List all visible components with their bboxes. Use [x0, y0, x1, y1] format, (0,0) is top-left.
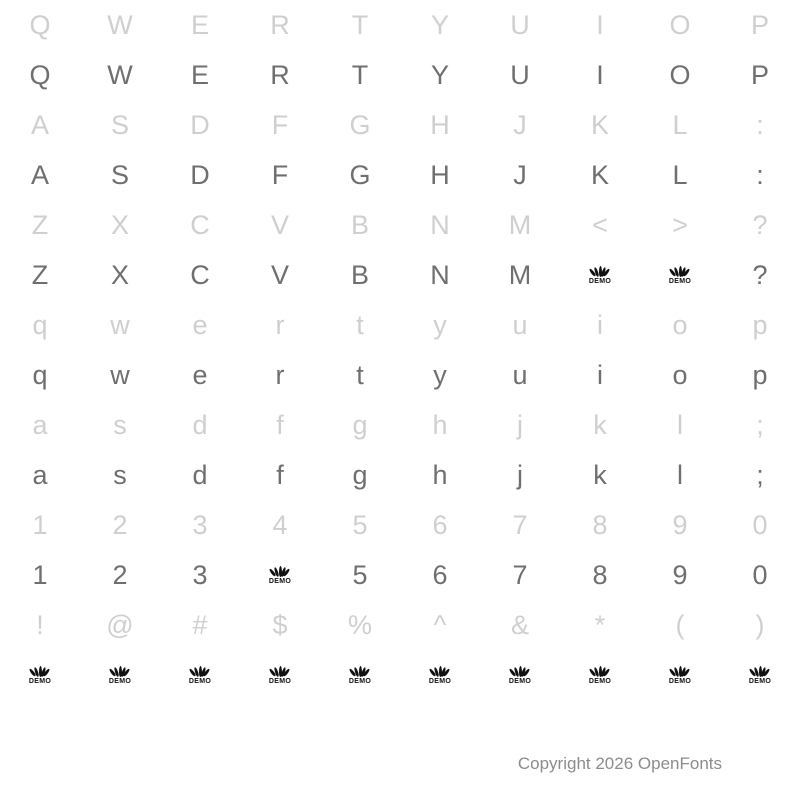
glyph-cell: 3	[192, 509, 208, 540]
glyph-cell: s	[113, 409, 127, 440]
glyph-cell: i	[597, 359, 603, 390]
demo-watermark-label: DEMO	[268, 677, 292, 685]
glyph-cell: j	[517, 459, 523, 490]
glyph-cell: 2	[112, 559, 128, 590]
glyph-cell: 0	[752, 509, 768, 540]
glyph-cell: a	[32, 409, 48, 440]
glyph-cell: 8	[592, 559, 608, 590]
glyph-cell: L	[672, 159, 688, 190]
glyph-cell: :	[756, 159, 764, 190]
glyph-cell: t	[356, 309, 364, 340]
glyph-cell: 4	[272, 509, 288, 540]
glyph-cell: F	[271, 159, 289, 190]
glyph-cell: q	[32, 359, 48, 390]
demo-watermark-label: DEMO	[188, 677, 212, 685]
glyph-cell: N	[430, 259, 450, 290]
glyph-cell: K	[590, 109, 609, 140]
demo-watermark-label: DEMO	[108, 677, 132, 685]
glyph-cell: ?	[752, 209, 768, 240]
glyph-cell: D	[190, 109, 210, 140]
demo-watermark-label: DEMO	[748, 677, 772, 685]
footer	[0, 754, 800, 774]
glyph-cell: 1	[32, 509, 48, 540]
glyph-cell: e	[192, 359, 208, 390]
glyph-cell: !	[36, 609, 44, 640]
glyph-cell: U	[510, 59, 530, 90]
glyph-cell: S	[110, 109, 129, 140]
glyph-cell: k	[593, 459, 607, 490]
glyph-cell: N	[430, 209, 450, 240]
demo-watermark-icon	[240, 550, 320, 600]
demo-watermark-label: DEMO	[508, 677, 532, 685]
demo-watermark-icon	[0, 650, 80, 700]
glyph-cell: ;	[756, 459, 764, 490]
glyph-cell: T	[351, 9, 369, 40]
demo-watermark-label: DEMO	[668, 277, 692, 285]
glyph-cell: R	[270, 59, 290, 90]
glyph-cell: ^	[433, 609, 447, 640]
glyph-cell: r	[275, 359, 285, 390]
glyph-cell: 0	[752, 559, 768, 590]
glyph-cell: i	[597, 309, 603, 340]
glyph-cell: l	[677, 459, 683, 490]
glyph-cell: f	[276, 459, 284, 490]
glyph-cell: g	[352, 459, 368, 490]
glyph-cell: B	[350, 209, 369, 240]
demo-watermark-icon	[320, 650, 400, 700]
demo-watermark-icon	[160, 650, 240, 700]
glyph-cell: 6	[432, 559, 448, 590]
glyph-cell: y	[433, 309, 447, 340]
glyph-cell: 6	[432, 509, 448, 540]
glyph-cell: C	[190, 259, 210, 290]
copyright-text: Copyright 2026 OpenFonts	[517, 754, 722, 773]
glyph-cell: O	[669, 9, 691, 40]
glyph-cell: 9	[672, 509, 688, 540]
glyph-cell: g	[352, 409, 368, 440]
glyph-cell: u	[512, 309, 528, 340]
glyph-cell: k	[593, 409, 607, 440]
demo-watermark-icon	[640, 250, 720, 300]
glyph-cell: G	[349, 109, 371, 140]
glyph-cell: Y	[430, 9, 449, 40]
glyph-cell: 9	[672, 559, 688, 590]
glyph-cell: r	[275, 309, 285, 340]
glyph-cell: H	[430, 109, 450, 140]
glyph-cell: w	[110, 309, 130, 340]
glyph-cell: @	[106, 609, 134, 640]
glyph-cell: o	[672, 309, 688, 340]
glyph-cell: R	[270, 9, 290, 40]
glyph-cell: I	[596, 59, 604, 90]
demo-watermark-label: DEMO	[28, 677, 52, 685]
glyph-cell: W	[107, 59, 133, 90]
glyph-cell: P	[750, 59, 769, 90]
glyph-cell: p	[752, 309, 768, 340]
glyph-cell: Z	[31, 209, 49, 240]
glyph-cell: M	[508, 259, 532, 290]
glyph-cell: $	[272, 609, 288, 640]
glyph-cell: O	[669, 59, 691, 90]
glyph-cell: t	[356, 359, 364, 390]
glyph-cell: f	[276, 409, 284, 440]
demo-watermark-label: DEMO	[668, 677, 692, 685]
glyph-cell: X	[110, 259, 129, 290]
demo-watermark-label: DEMO	[428, 677, 452, 685]
glyph-cell: 3	[192, 559, 208, 590]
demo-watermark-label: DEMO	[268, 577, 292, 585]
glyph-cell: D	[190, 159, 210, 190]
demo-watermark-label: DEMO	[588, 277, 612, 285]
demo-watermark-icon	[560, 650, 640, 700]
glyph-cell: X	[110, 209, 129, 240]
glyph-cell: h	[432, 459, 448, 490]
glyph-cell: 5	[352, 559, 368, 590]
glyph-cell: (	[675, 609, 685, 640]
demo-watermark-icon	[240, 650, 320, 700]
glyph-cell: e	[192, 309, 208, 340]
glyph-cell: l	[677, 409, 683, 440]
glyph-cell: s	[113, 459, 127, 490]
glyph-cell: 7	[512, 509, 528, 540]
glyph-cell: 1	[32, 559, 48, 590]
glyph-cell: q	[32, 309, 48, 340]
demo-watermark-icon	[640, 650, 720, 700]
glyph-cell: w	[110, 359, 130, 390]
glyph-cell: 5	[352, 509, 368, 540]
glyph-cell: ;	[756, 409, 764, 440]
glyph-cell: u	[512, 359, 528, 390]
glyph-cell: S	[110, 159, 129, 190]
demo-watermark-icon	[400, 650, 480, 700]
glyph-cell: J	[513, 109, 527, 140]
glyph-cell: W	[107, 9, 133, 40]
glyph-cell: E	[190, 59, 209, 90]
glyph-cell: *	[594, 609, 606, 640]
glyph-cell: Q	[29, 59, 51, 90]
glyph-cell: U	[510, 9, 530, 40]
glyph-cell: T	[351, 59, 369, 90]
glyph-cell: E	[190, 9, 209, 40]
glyph-cell: p	[752, 359, 768, 390]
glyph-cell: 2	[112, 509, 128, 540]
demo-watermark-icon	[80, 650, 160, 700]
glyph-cell: V	[270, 209, 289, 240]
demo-watermark-icon	[480, 650, 560, 700]
glyph-cell: P	[750, 9, 769, 40]
glyph-cell: <	[592, 209, 608, 240]
glyph-cell: J	[513, 159, 527, 190]
glyph-cell: H	[430, 159, 450, 190]
glyph-cell: a	[32, 459, 48, 490]
glyph-cell: d	[192, 409, 208, 440]
glyph-cell: M	[508, 209, 532, 240]
glyph-cell: 7	[512, 559, 528, 590]
glyph-cell: Y	[430, 59, 449, 90]
glyph-cell: #	[192, 609, 208, 640]
glyph-cell: G	[349, 159, 371, 190]
glyph-cell: d	[192, 459, 208, 490]
demo-watermark-icon	[560, 250, 640, 300]
glyph-cell: o	[672, 359, 688, 390]
glyph-cell: L	[672, 109, 688, 140]
glyph-cell: ?	[752, 259, 768, 290]
glyph-cell: Z	[31, 259, 49, 290]
glyph-cell: V	[270, 259, 289, 290]
glyph-cell: A	[30, 109, 49, 140]
glyph-cell: j	[517, 409, 523, 440]
glyph-cell: K	[590, 159, 609, 190]
glyph-cell: &	[510, 609, 529, 640]
glyph-cell: y	[433, 359, 447, 390]
glyph-cell: I	[596, 9, 604, 40]
glyph-cell: A	[30, 159, 49, 190]
glyph-cell: F	[271, 109, 289, 140]
glyph-cell: Q	[29, 9, 51, 40]
glyph-cell: B	[350, 259, 369, 290]
glyph-cell: :	[756, 109, 764, 140]
glyph-cell: )	[755, 609, 765, 640]
glyph-cell: %	[347, 609, 372, 640]
glyph-cell: C	[190, 209, 210, 240]
glyph-cell: >	[672, 209, 688, 240]
demo-watermark-icon	[720, 650, 800, 700]
glyph-cell: 8	[592, 509, 608, 540]
demo-watermark-label: DEMO	[588, 677, 612, 685]
demo-watermark-label: DEMO	[348, 677, 372, 685]
glyph-cell: h	[432, 409, 448, 440]
